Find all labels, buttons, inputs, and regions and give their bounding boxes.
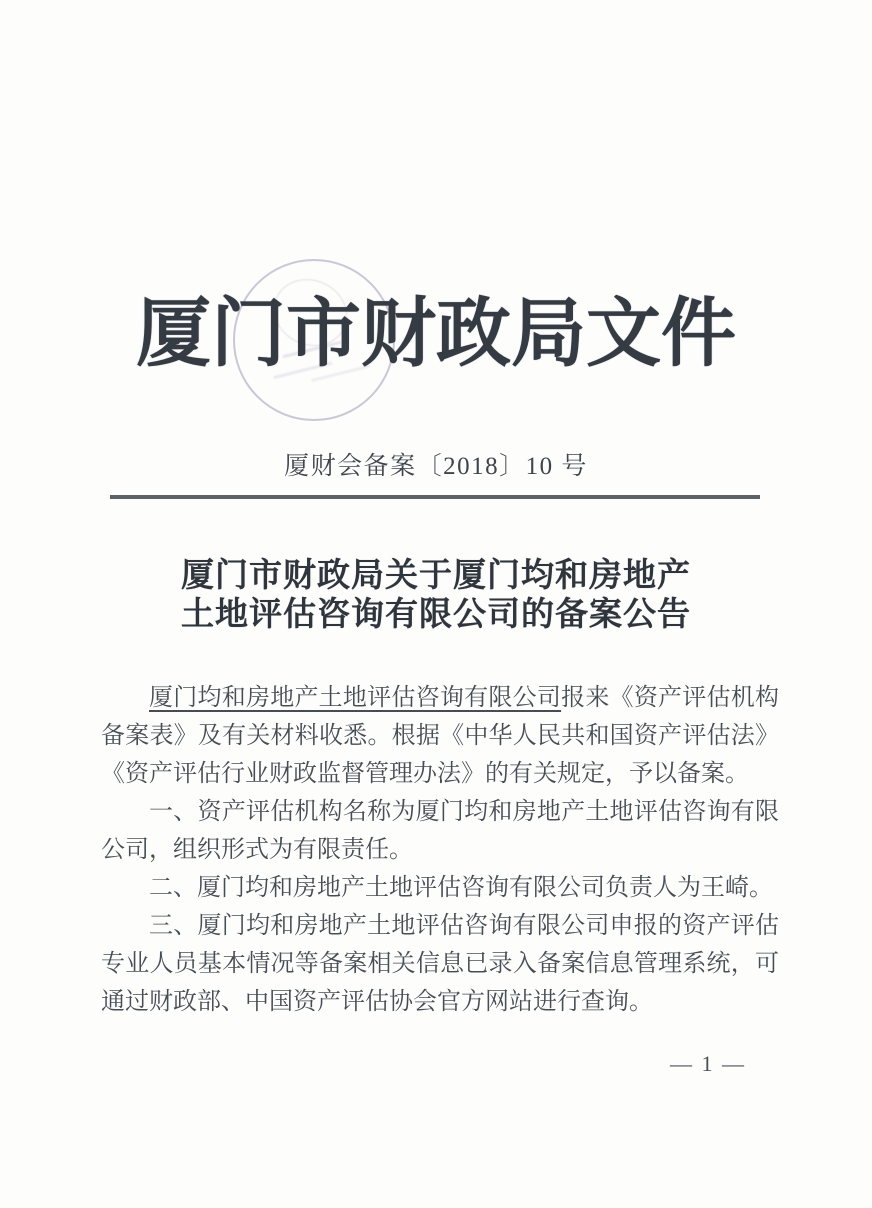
paragraph-item-3: 三、厦门均和房地产土地评估咨询有限公司申报的资产评估专业人员基本情况等备案相关信息已录入备案信息管理系统，可通过财政部、中国资产评估协会官方网站进行查询。 (101, 913, 779, 1015)
paragraph-intro (101, 679, 779, 793)
announcement-heading-line2: 土地评估咨询有限公司的备案公告 (181, 597, 691, 633)
issuing-authority-title: 厦门市财政局文件 (135, 293, 736, 376)
paragraph-item-2: 二、厦门均和房地产土地评估咨询有限公司负责人为王崎。 (149, 875, 773, 901)
red-head-divider-line (110, 495, 760, 499)
paragraph-intro-rest: 报来《资产评估机构备案表》及有关材料收悉。根据《中华人民共和国资产评估法》《资产评估行业财政监督管理办法》的有关规定，予以备案。 (101, 685, 780, 787)
announcement-heading-line1: 厦门市财政局关于厦门均和房地产 (181, 558, 691, 594)
announcement-heading (0, 557, 872, 635)
page-number: — 1 — (670, 1051, 746, 1076)
document-reference-number: 厦财会备案〔2018〕10 号 (284, 453, 588, 480)
announcement-body (101, 679, 779, 1021)
paragraph-item-1: 一、资产评估机构名称为厦门均和房地产土地评估咨询有限公司，组织形式为有限责任。 (101, 799, 779, 863)
company-name-underlined: 厦门均和房地产土地评估咨询有限公司 (149, 685, 562, 711)
